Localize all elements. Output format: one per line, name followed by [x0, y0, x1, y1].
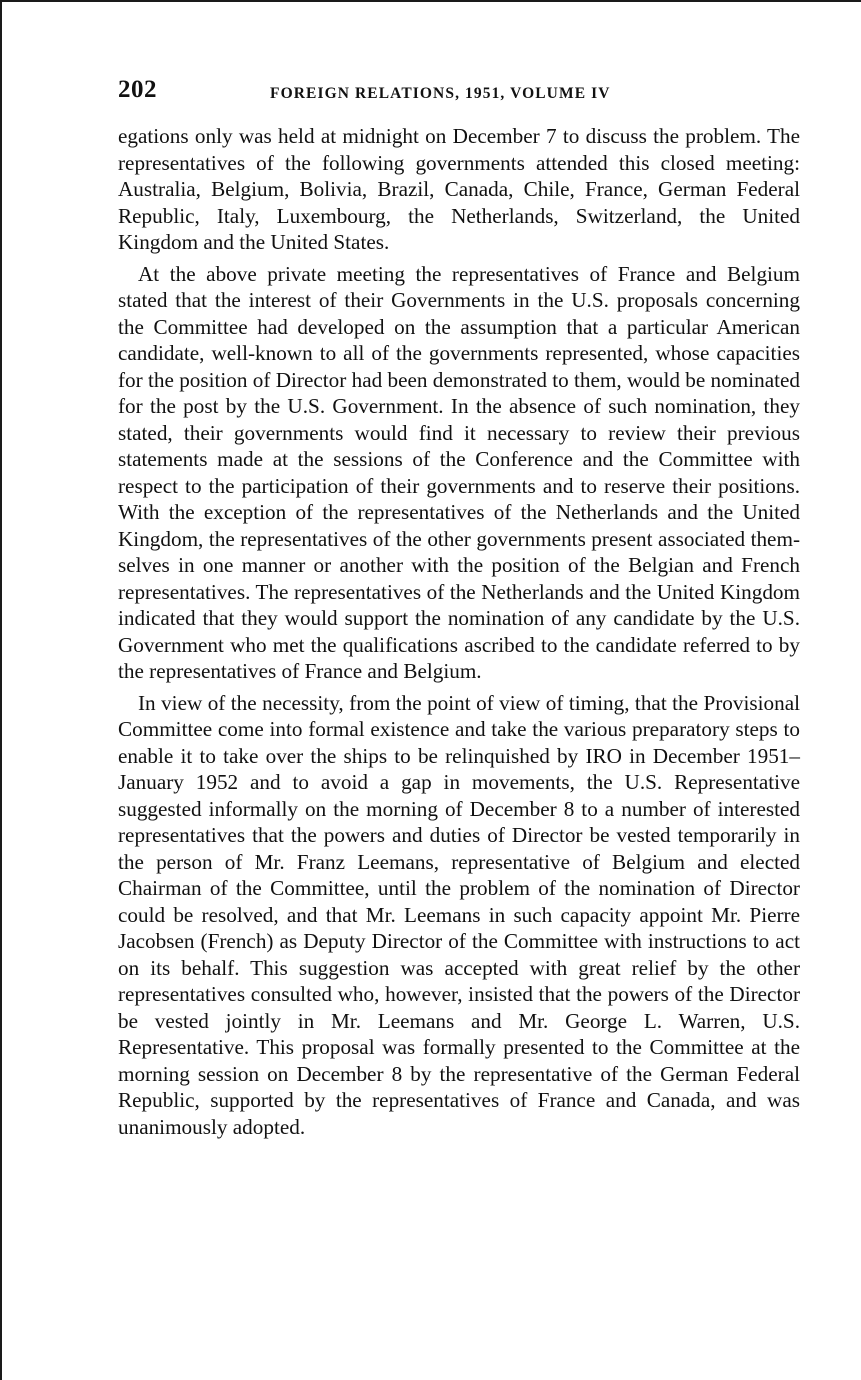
- page-number: 202: [118, 76, 157, 103]
- paragraph-provisional-committee: In view of the necessity, from the point of view of timing, that the Provisional Committee come into formal existence and take the various preparatory steps to enable it to take over the ships to be relinquished by IRO in December 1951–January 1952 and to avoid a gap in movements, the U.S. Representative suggested informally on the morning of December 8 to a number of interested representatives that the powers and duties of Director be vested temporarily in the person of Mr. Franz Leemans, representative of Belgium and elected Chairman of the Committee, until the problem of the nomination of Director could be resolved, and that Mr. Leemans in such capacity appoint Mr. Pierre Jacobsen (French) as Deputy Director of the Committee with instructions to act on its behalf. This suggestion was accepted with great relief by the other representatives consulted who, however, insisted that the powers of the Director be vested jointly in Mr. Leemans and Mr. George L. Warren, U.S. Representative. This proposal was formally presented to the Committee at the morning session on December 8 by the representative of the German Federal Republic, supported by the representatives of France and Canada, and was unanimously adopted.: [118, 690, 800, 1139]
- paragraph-private-meeting: At the above private meeting the representatives of France and Belgium stated that the interest of their Governments in the U.S. proposals concerning the Committee had developed on the assumption that a particular American candidate, well-known to all of the governments represented, whose capacities for the position of Director had been demonstrated to them, would be nominated for the post by the U.S. Government. In the absence of such nomination, they stated, their governments would find it necessary to review their previous statements made at the sessions of the Conference and the Committee with respect to the participation of their governments and to reserve their positions. With the exception of the representatives of the Netherlands and the United Kingdom, the representatives of the other governments present associated themselves in one manner or another with the position of the Belgian and French representatives. The representatives of the Netherlands and the United Kingdom indicated that they would support the nomination of any candidate by the U.S. Government who met the qualifications ascribed to the candidate referred to by the representatives of France and Belgium.: [118, 261, 800, 683]
- body-text: [118, 123, 800, 1140]
- paragraph-continued: egations only was held at midnight on December 7 to discuss the problem. The representatives of the following governments attended this closed meeting: Australia, Belgium, Bolivia, Brazil, Canada, Chile, France, German Federal Republic, Italy, Luxembourg, the Netherlands, Switzerland, the United Kingdom and the United States.: [118, 124, 800, 254]
- running-header: [118, 76, 800, 110]
- running-title: FOREIGN RELATIONS, 1951, VOLUME IV: [270, 85, 611, 102]
